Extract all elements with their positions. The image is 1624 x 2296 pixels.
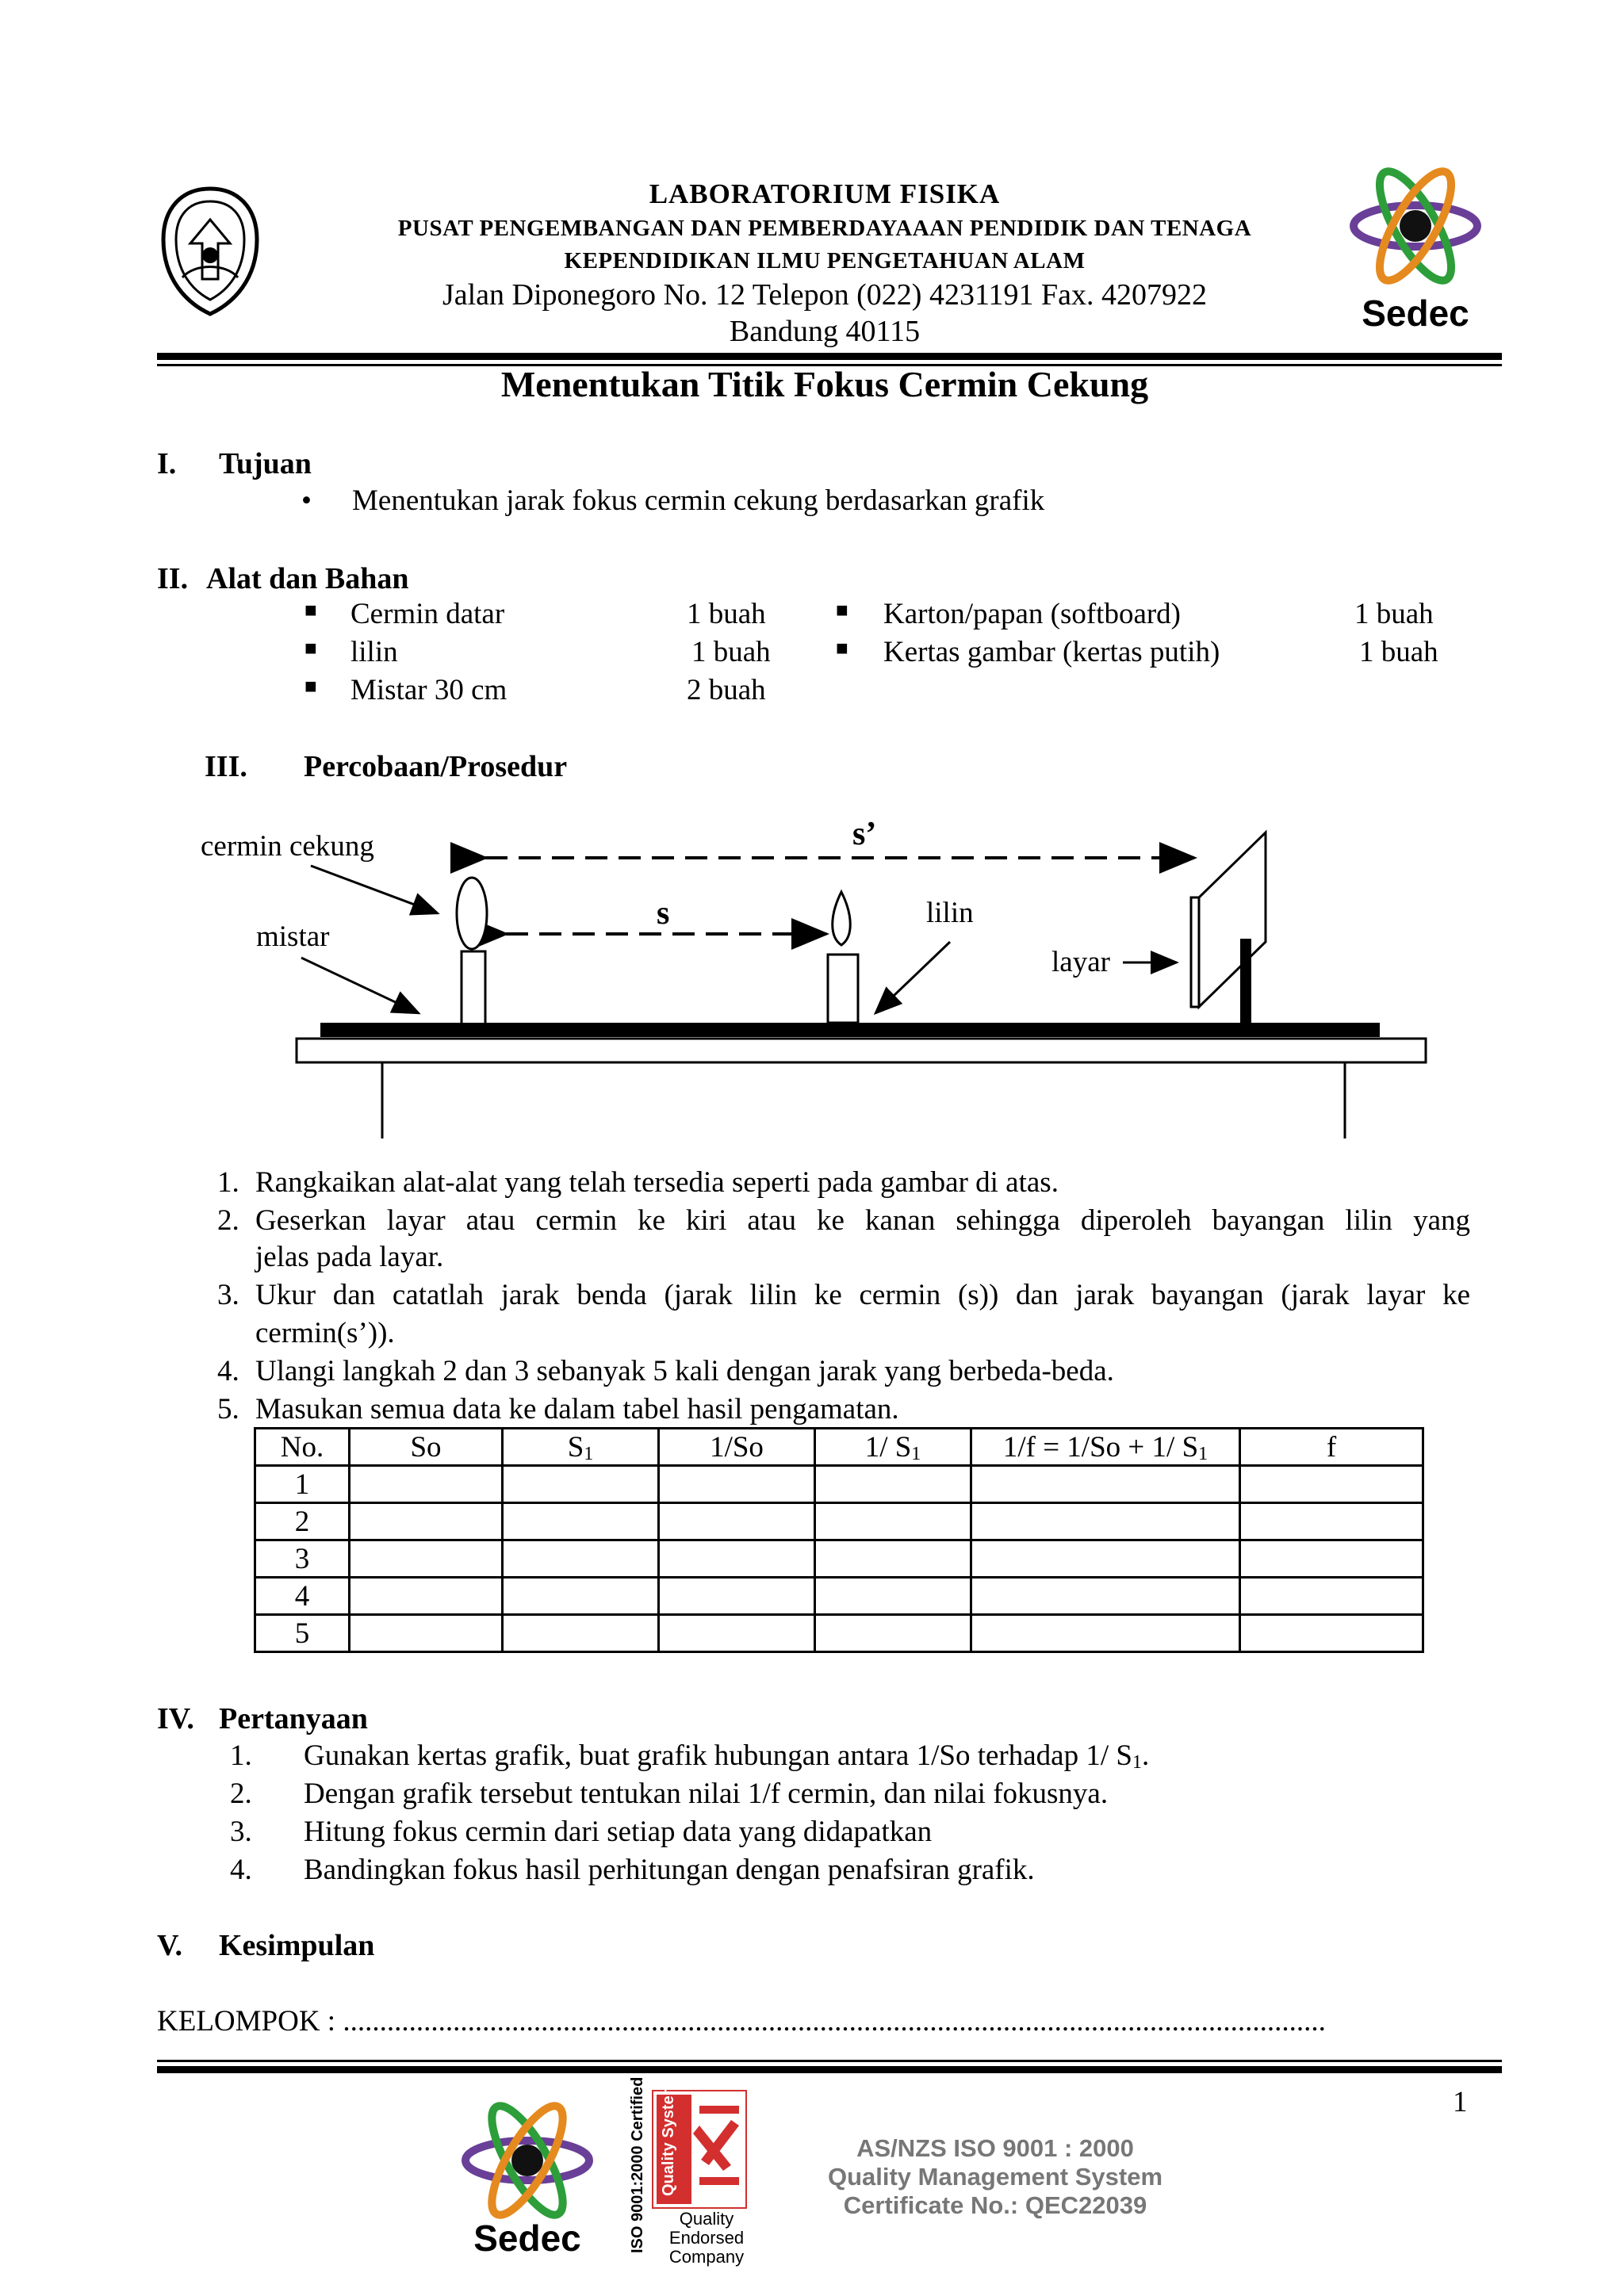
cert-line: AS/NZS ISO 9001 : 2000 bbox=[856, 2134, 1134, 2162]
alat-name: Kertas gambar (kertas putih) bbox=[883, 636, 1220, 668]
col-header: f bbox=[1240, 1429, 1423, 1466]
qec-line: Quality bbox=[679, 2209, 734, 2229]
question-number: 4. bbox=[230, 1854, 252, 1886]
step-text-cont: cermin(s’)). bbox=[255, 1317, 395, 1349]
section-num-kesimpulan: V. bbox=[157, 1929, 183, 1962]
alat-qty: 1 buah bbox=[1354, 598, 1434, 630]
iso-certified-vertical: ISO 9001:2000 Certified bbox=[629, 2076, 646, 2253]
alat-qty: 1 buah bbox=[1359, 636, 1438, 668]
step-number: 5. bbox=[217, 1393, 239, 1425]
label-s: s bbox=[657, 895, 670, 932]
section-title-kesimpulan: Kesimpulan bbox=[219, 1929, 375, 1962]
step-text: Geserkan layar atau cermin ke kiri atau ke kanan sehingga diperoleh bayangan lilin yang bbox=[255, 1204, 1470, 1237]
tujuan-item: Menentukan jarak fokus cermin cekung berdasarkan grafik bbox=[352, 484, 1045, 517]
sedec-footer-text: Sedec bbox=[473, 2218, 581, 2259]
label-mistar: mistar bbox=[256, 920, 330, 953]
table-cell bbox=[1240, 1540, 1423, 1578]
table-cell bbox=[659, 1578, 815, 1615]
alat-name: Mistar 30 cm bbox=[350, 674, 508, 706]
table-cell bbox=[503, 1503, 659, 1540]
table-cell bbox=[659, 1466, 815, 1503]
table-cell bbox=[1240, 1466, 1423, 1503]
col-header: 1/ $S_1$ bbox=[815, 1429, 971, 1466]
section-num-pertanyaan: IV. bbox=[157, 1702, 194, 1735]
col-header: $S_1$ bbox=[503, 1429, 659, 1466]
table-cell bbox=[1240, 1615, 1423, 1652]
lilin-pointer bbox=[875, 942, 950, 1013]
step-number: 1. bbox=[217, 1166, 239, 1199]
question-text: Bandingkan fokus hasil perhitungan dengan penafsiran grafik. bbox=[304, 1854, 1035, 1886]
col-header: 1/So bbox=[659, 1429, 815, 1466]
table-cell bbox=[1240, 1503, 1423, 1540]
footer-rule-thin bbox=[157, 2060, 1502, 2062]
table-cell bbox=[659, 1540, 815, 1578]
table-row bbox=[255, 1503, 1423, 1540]
cert-line: Certificate No.: QEC22039 bbox=[843, 2191, 1147, 2219]
org-line-2: KEPENDIDIKAN ILMU PENGETAHUAN ALAM bbox=[564, 248, 1086, 274]
candle-flame bbox=[833, 892, 851, 945]
lab-name: LABORATORIUM FISIKA bbox=[649, 178, 1001, 209]
table-cell bbox=[350, 1503, 503, 1540]
table-cell bbox=[815, 1578, 971, 1615]
document-title: Menentukan Titik Fokus Cermin Cekung bbox=[500, 364, 1149, 404]
question-number: 3. bbox=[230, 1816, 252, 1848]
alat-qty: 1 buah bbox=[691, 636, 771, 668]
section-title-pertanyaan: Pertanyaan bbox=[219, 1702, 368, 1735]
table-cell bbox=[659, 1503, 815, 1540]
sedec-logo-text: Sedec bbox=[1362, 293, 1469, 334]
table-cell bbox=[971, 1540, 1240, 1578]
sedec-atom-logo bbox=[1344, 163, 1487, 289]
mistar-pointer bbox=[301, 958, 419, 1013]
observation-table bbox=[254, 1427, 1424, 1653]
alat-name: Cermin datar bbox=[350, 598, 505, 630]
cert-line: Quality Management System bbox=[827, 2163, 1163, 2191]
address: Jalan Diponegoro No. 12 Telepon (022) 4231191 Fax. 4207922 bbox=[442, 278, 1208, 312]
table-cell bbox=[350, 1540, 503, 1578]
alat-name: lilin bbox=[350, 636, 398, 668]
square-bullet: ■ bbox=[304, 675, 317, 698]
question-text: Gunakan kertas grafik, buat grafik hubungan antara 1/So terhadap 1/ $S_1$. bbox=[304, 1739, 1150, 1773]
step-text: Rangkaikan alat-alat yang telah tersedia seperti pada gambar di atas. bbox=[255, 1166, 1059, 1199]
square-bullet: ■ bbox=[304, 599, 317, 622]
qec-line: Company bbox=[668, 2247, 745, 2267]
step-text: Ulangi langkah 2 dan 3 sebanyak 5 kali dengan jarak yang berbeda-beda. bbox=[255, 1355, 1114, 1387]
cermin-pointer bbox=[311, 866, 438, 913]
table-cell bbox=[350, 1615, 503, 1652]
label-lilin: lilin bbox=[926, 897, 974, 929]
table-cell bbox=[503, 1540, 659, 1578]
table-cell bbox=[971, 1578, 1240, 1615]
table-row bbox=[255, 1466, 1423, 1503]
section-title-alat: Alat dan Bahan bbox=[206, 562, 409, 595]
screen-stand bbox=[1240, 939, 1251, 1027]
row-number: 5 bbox=[255, 1615, 350, 1652]
footer-rule-thick bbox=[157, 2066, 1502, 2073]
col-header: So bbox=[350, 1429, 503, 1466]
table-cell bbox=[659, 1615, 815, 1652]
header-rule-thick bbox=[157, 353, 1502, 360]
table-header-row bbox=[255, 1429, 1423, 1466]
quality-system-vertical: Quality System bbox=[660, 2081, 677, 2196]
question-number: 1. bbox=[230, 1739, 252, 1772]
table-cell bbox=[971, 1615, 1240, 1652]
qec-line: Endorsed bbox=[668, 2228, 745, 2248]
table-cell bbox=[971, 1466, 1240, 1503]
table-cell bbox=[971, 1503, 1240, 1540]
row-number: 4 bbox=[255, 1578, 350, 1615]
label-s-prime: s’ bbox=[852, 816, 877, 852]
label-cermin-cekung: cermin cekung bbox=[201, 830, 374, 863]
table-row bbox=[255, 1615, 1423, 1652]
section-title-tujuan: Tujuan bbox=[219, 447, 312, 480]
step-number: 3. bbox=[217, 1279, 239, 1311]
question-text: Hitung fokus cermin dari setiap data yang didapatkan bbox=[304, 1816, 933, 1848]
table-cell bbox=[815, 1540, 971, 1578]
kelompok-field: KELOMPOK : ...................................................................................................................................... bbox=[157, 2005, 1326, 2038]
label-layar: layar bbox=[1051, 946, 1110, 978]
table-cell bbox=[503, 1615, 659, 1652]
experiment-diagram bbox=[198, 809, 1443, 1142]
table-cell bbox=[815, 1615, 971, 1652]
section-num-tujuan: I. bbox=[157, 447, 177, 480]
table-cell bbox=[1240, 1578, 1423, 1615]
step-number: 4. bbox=[217, 1355, 239, 1387]
step-text-cont: jelas pada layar. bbox=[255, 1241, 444, 1273]
table-cell bbox=[815, 1503, 971, 1540]
city: Bandung 40115 bbox=[729, 315, 921, 348]
mirror-stand bbox=[462, 951, 485, 1024]
org-line-1: PUSAT PENGEMBANGAN DAN PEMBERDAYAAAN PENDIDIK DAN TENAGA bbox=[397, 216, 1252, 241]
page-number: 1 bbox=[1453, 2086, 1468, 2118]
table-cell bbox=[815, 1466, 971, 1503]
col-header: 1/f = 1/So + 1/ $S_1$ bbox=[971, 1429, 1240, 1466]
table-cell bbox=[350, 1466, 503, 1503]
bullet-dot: • bbox=[301, 484, 312, 517]
question-text: Dengan grafik tersebut tentukan nilai 1/f cermin, dan nilai fokusnya. bbox=[304, 1777, 1109, 1810]
sedec-footer-atom-logo bbox=[456, 2101, 599, 2220]
step-text: Masukan semua data ke dalam tabel hasil pengamatan. bbox=[255, 1393, 899, 1425]
square-bullet: ■ bbox=[836, 637, 848, 660]
screen-face bbox=[1199, 832, 1266, 1007]
candle-body bbox=[828, 955, 858, 1023]
concave-mirror bbox=[457, 878, 487, 949]
table-row bbox=[255, 1578, 1423, 1615]
section-num-prosedur: III. bbox=[205, 750, 247, 783]
row-number: 3 bbox=[255, 1540, 350, 1578]
table-cell bbox=[503, 1466, 659, 1503]
table-row bbox=[255, 1540, 1423, 1578]
alat-qty: 2 buah bbox=[687, 674, 766, 706]
section-title-prosedur: Percobaan/Prosedur bbox=[304, 750, 568, 783]
step-number: 2. bbox=[217, 1204, 239, 1237]
table-cell bbox=[350, 1578, 503, 1615]
table-top bbox=[297, 1039, 1426, 1062]
ruler-bar bbox=[320, 1023, 1380, 1037]
row-number: 2 bbox=[255, 1503, 350, 1540]
square-bullet: ■ bbox=[836, 599, 848, 622]
section-num-alat: II. bbox=[157, 562, 189, 595]
alat-qty: 1 buah bbox=[687, 598, 766, 630]
alat-name: Karton/papan (softboard) bbox=[883, 598, 1182, 630]
question-number: 2. bbox=[230, 1777, 252, 1810]
table-cell bbox=[503, 1578, 659, 1615]
square-bullet: ■ bbox=[304, 637, 317, 660]
step-text: Ukur dan catatlah jarak benda (jarak lilin ke cermin (s)) dan jarak bayangan (jarak layar ke bbox=[255, 1279, 1470, 1311]
col-header: No. bbox=[255, 1429, 350, 1466]
row-number: 1 bbox=[255, 1466, 350, 1503]
